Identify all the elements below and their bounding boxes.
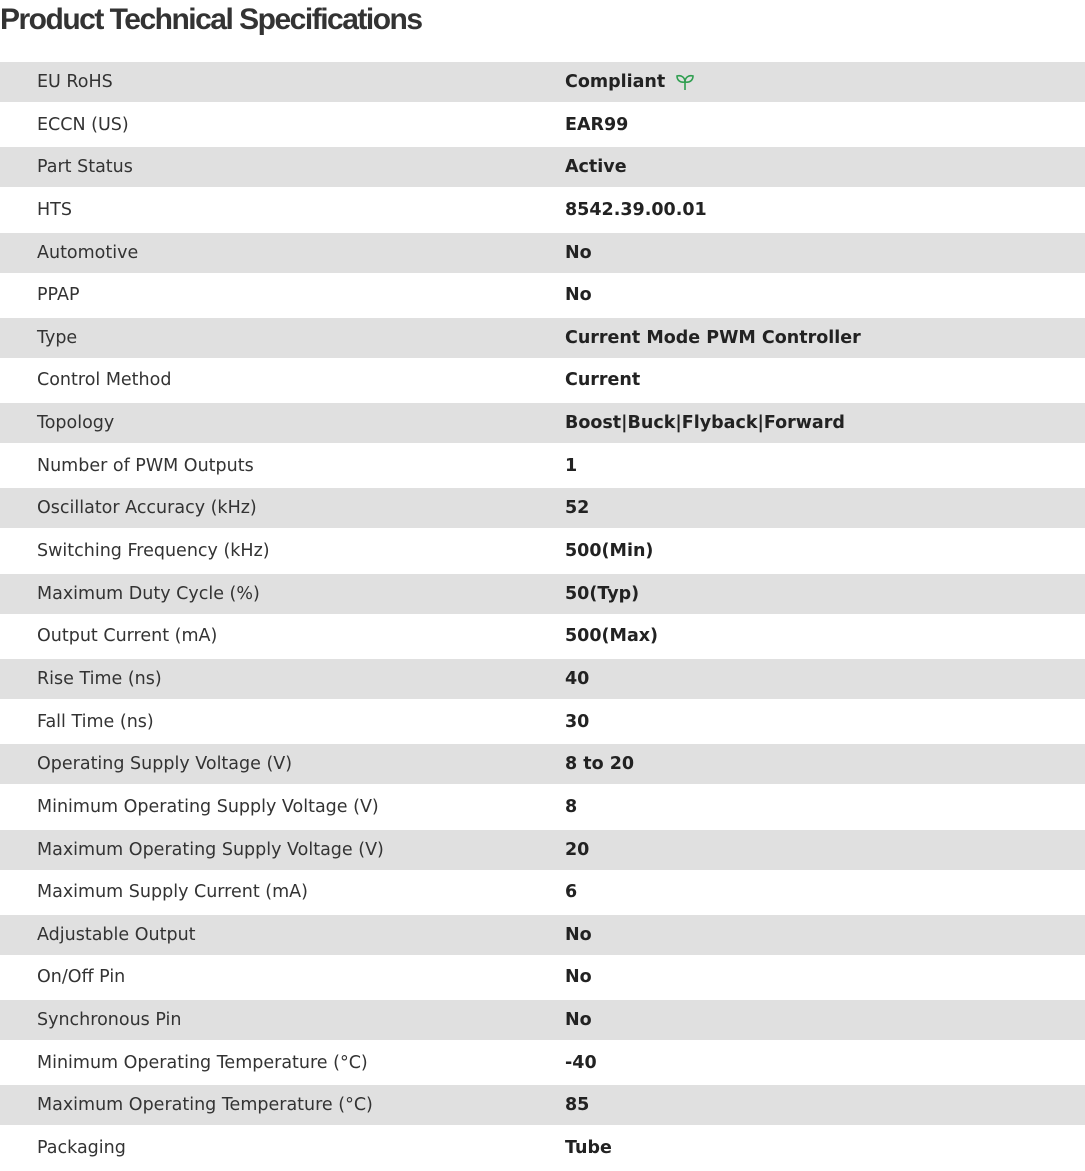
spec-label: Oscillator Accuracy (kHz) bbox=[37, 498, 257, 519]
spec-label: Minimum Operating Temperature (°C) bbox=[37, 1052, 368, 1073]
spec-row-eu-rohs bbox=[0, 62, 1085, 102]
spec-label: HTS bbox=[37, 199, 72, 220]
spec-row-synchronous-pin bbox=[0, 1000, 1085, 1040]
spec-label: Number of PWM Outputs bbox=[37, 455, 254, 476]
spec-value: 8 to 20 bbox=[565, 754, 635, 775]
spec-label: Maximum Supply Current (mA) bbox=[37, 882, 308, 903]
spec-value: 20 bbox=[565, 839, 590, 860]
spec-label: Switching Frequency (kHz) bbox=[37, 541, 270, 562]
spec-label: Maximum Operating Temperature (°C) bbox=[37, 1095, 373, 1116]
spec-value-text: Compliant bbox=[565, 72, 666, 92]
spec-label: Type bbox=[37, 327, 78, 348]
spec-value: -40 bbox=[565, 1052, 597, 1073]
spec-label: Maximum Duty Cycle (%) bbox=[37, 583, 260, 604]
spec-value: Active bbox=[565, 157, 627, 178]
spec-row-topology bbox=[0, 403, 1085, 443]
spec-row-min-operating-temperature bbox=[0, 1043, 1085, 1083]
spec-value: No bbox=[565, 285, 592, 306]
spec-row-type bbox=[0, 318, 1085, 358]
spec-label: Operating Supply Voltage (V) bbox=[37, 754, 293, 775]
spec-row-min-operating-supply-voltage bbox=[0, 787, 1085, 827]
spec-value: 8542.39.00.01 bbox=[565, 199, 707, 220]
spec-row-max-operating-supply-voltage bbox=[0, 830, 1085, 870]
spec-value: Current Mode PWM Controller bbox=[565, 327, 861, 348]
spec-label: Fall Time (ns) bbox=[37, 711, 154, 732]
spec-value: 1 bbox=[565, 455, 578, 476]
spec-row-rise-time bbox=[0, 659, 1085, 699]
spec-value: No bbox=[565, 967, 592, 988]
spec-value: Boost|Buck|Flyback|Forward bbox=[565, 413, 845, 434]
spec-row-max-supply-current bbox=[0, 872, 1085, 912]
spec-value: 52 bbox=[565, 498, 590, 519]
spec-label: Control Method bbox=[37, 370, 172, 391]
spec-row-part-status bbox=[0, 147, 1085, 187]
spec-row-on-off-pin bbox=[0, 957, 1085, 997]
spec-value: 500(Min) bbox=[565, 541, 654, 562]
spec-value: No bbox=[565, 924, 592, 945]
spec-row-oscillator-accuracy bbox=[0, 488, 1085, 528]
spec-row-automotive bbox=[0, 233, 1085, 273]
spec-value: EAR99 bbox=[565, 114, 629, 135]
spec-table bbox=[0, 62, 1085, 1171]
page-title: Product Technical Specifications bbox=[0, 3, 422, 36]
spec-row-output-current bbox=[0, 616, 1085, 656]
spec-row-operating-supply-voltage bbox=[0, 744, 1085, 784]
spec-row-max-operating-temperature bbox=[0, 1085, 1085, 1125]
spec-label: Rise Time (ns) bbox=[37, 668, 162, 689]
spec-label: EU RoHS bbox=[37, 72, 113, 92]
leaf-icon bbox=[675, 73, 695, 91]
spec-row-max-duty-cycle bbox=[0, 574, 1085, 614]
spec-label: Minimum Operating Supply Voltage (V) bbox=[37, 796, 379, 817]
spec-label: Synchronous Pin bbox=[37, 1010, 182, 1031]
spec-label: Automotive bbox=[37, 242, 139, 263]
spec-label: ECCN (US) bbox=[37, 114, 129, 135]
spec-label: PPAP bbox=[37, 285, 80, 306]
spec-label: On/Off Pin bbox=[37, 967, 126, 988]
spec-value bbox=[565, 72, 1085, 92]
spec-label: Topology bbox=[37, 413, 115, 434]
spec-value: 40 bbox=[565, 668, 590, 689]
spec-label: Part Status bbox=[37, 157, 133, 178]
spec-row-switching-frequency bbox=[0, 531, 1085, 571]
spec-row-eccn bbox=[0, 105, 1085, 145]
spec-value: 6 bbox=[565, 882, 578, 903]
spec-label: Output Current (mA) bbox=[37, 626, 218, 647]
spec-value: 8 bbox=[565, 796, 578, 817]
spec-row-fall-time bbox=[0, 702, 1085, 742]
spec-value: Tube bbox=[565, 1138, 612, 1159]
spec-label: Maximum Operating Supply Voltage (V) bbox=[37, 839, 384, 860]
spec-row-control-method bbox=[0, 360, 1085, 400]
spec-value: 85 bbox=[565, 1095, 590, 1116]
spec-value: Current bbox=[565, 370, 641, 391]
spec-row-hts bbox=[0, 190, 1085, 230]
spec-row-packaging bbox=[0, 1128, 1085, 1168]
spec-row-adjustable-output bbox=[0, 915, 1085, 955]
spec-value: No bbox=[565, 1010, 592, 1031]
spec-value: 50(Typ) bbox=[565, 583, 640, 604]
spec-row-pwm-outputs bbox=[0, 446, 1085, 486]
spec-value: No bbox=[565, 242, 592, 263]
spec-label: Adjustable Output bbox=[37, 924, 196, 945]
spec-value: 30 bbox=[565, 711, 590, 732]
spec-row-ppap bbox=[0, 275, 1085, 315]
spec-value: 500(Max) bbox=[565, 626, 659, 647]
spec-label: Packaging bbox=[37, 1138, 126, 1159]
